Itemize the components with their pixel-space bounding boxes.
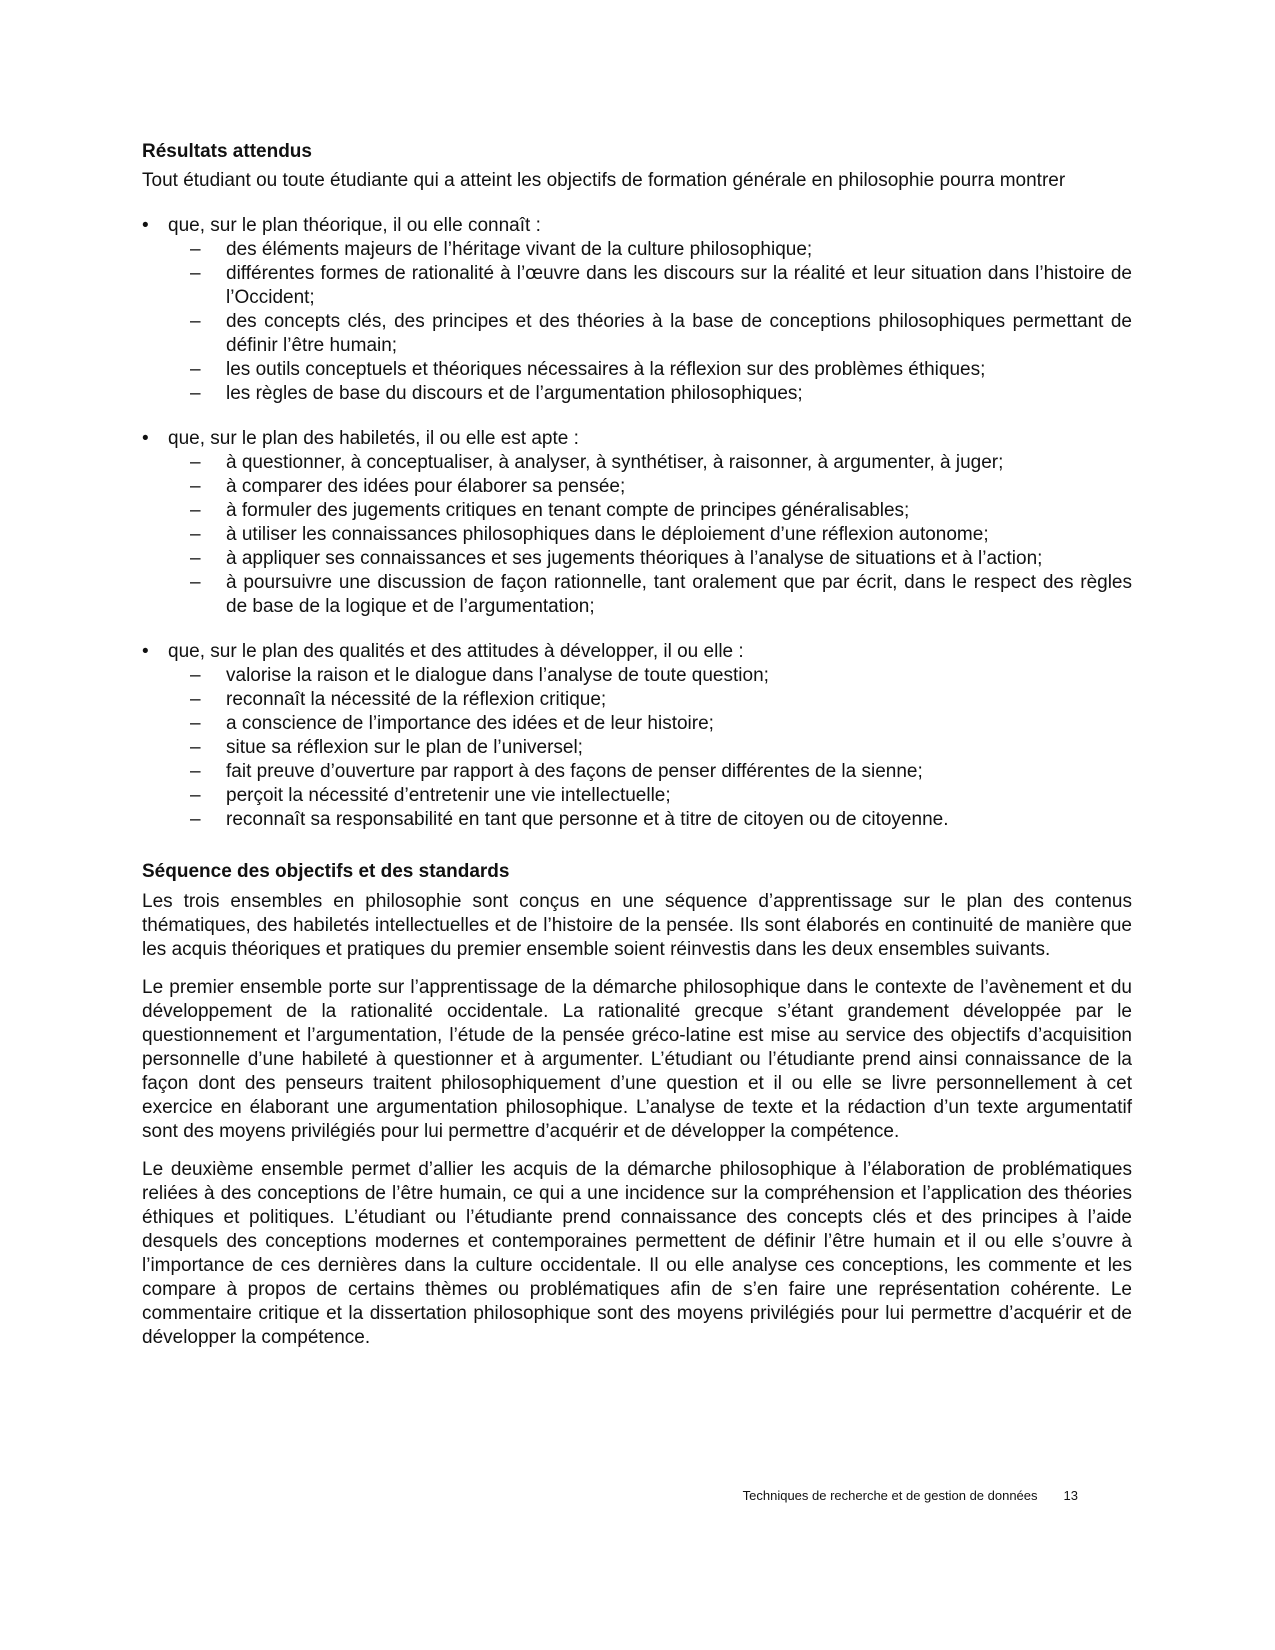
section-heading-sequence: Séquence des objectifs et des standards (142, 861, 510, 882)
dash-item-text: des éléments majeurs de l’héritage vivant de la culture philosophique; (226, 239, 813, 260)
body-paragraph: Les trois ensembles en philosophie sont conçus en une séquence d’apprentissage sur le plan des contenus thématiques, des habiletés intellectuelles et de l’histoire de la pensée. Ils sont élaborés en continuité de manière que les acquis théoriques et pratiques du premier ensemble soient réinvestis dans les deux ensembles suivants. (142, 891, 1132, 960)
dash-item-text: reconnaît la nécessité de la réflexion critique; (226, 689, 607, 710)
dash-marker-icon: – (190, 239, 201, 260)
dash-item (190, 475, 1132, 499)
section-heading-resultats: Résultats attendus (142, 141, 312, 162)
dash-item-text: à appliquer ses connaissances et ses jugements théoriques à l’analyse de situations et à l’action; (226, 548, 1043, 569)
bullet-lead-text: que, sur le plan théorique, il ou elle connaît : (168, 215, 541, 236)
dash-marker-icon: – (190, 452, 201, 473)
dash-item (190, 310, 1132, 358)
bullet-item (142, 214, 1132, 238)
dash-item-text: à formuler des jugements critiques en tenant compte de principes généralisables; (226, 500, 910, 521)
dash-marker-icon: – (190, 359, 201, 380)
intro-paragraph: Tout étudiant ou toute étudiante qui a atteint les objectifs de formation générale en philosophie pourra montrer (142, 170, 1066, 191)
bullet-marker-icon: • (142, 641, 149, 662)
dash-marker-icon: – (190, 311, 201, 332)
dash-item (190, 547, 1132, 571)
dash-item-text: reconnaît sa responsabilité en tant que personne et à titre de citoyen ou de citoyenne. (226, 809, 949, 830)
bullet-marker-icon: • (142, 215, 149, 236)
dash-item (190, 664, 1132, 688)
bullet-group-theorique (142, 214, 1132, 406)
dash-item (190, 571, 1132, 619)
dash-item (190, 736, 1132, 760)
dash-marker-icon: – (190, 476, 201, 497)
dash-item (190, 808, 1132, 832)
dash-marker-icon: – (190, 713, 201, 734)
dash-item (190, 499, 1132, 523)
dash-marker-icon: – (190, 809, 201, 830)
dash-item (190, 358, 1132, 382)
dash-item-text: des concepts clés, des principes et des théories à la base de conceptions philosophiques permettant de définir l’être humain; (226, 311, 1132, 356)
dash-item-text: différentes formes de rationalité à l’œuvre dans les discours sur la réalité et leur situation dans l’histoire de l’Occident; (226, 263, 1132, 308)
bullet-group-habiletes (142, 427, 1132, 619)
dash-item-text: les règles de base du discours et de l’argumentation philosophiques; (226, 383, 803, 404)
footer-page-number: 13 (1063, 1488, 1078, 1503)
dash-item-text: les outils conceptuels et théoriques nécessaires à la réflexion sur des problèmes éthiques; (226, 359, 986, 380)
dash-item (190, 262, 1132, 310)
bullet-lead-text: que, sur le plan des qualités et des attitudes à développer, il ou elle : (168, 641, 744, 662)
dash-item (190, 688, 1132, 712)
dash-item-text: à utiliser les connaissances philosophiques dans le déploiement d’une réflexion autonome; (226, 524, 989, 545)
body-paragraph: Le premier ensemble porte sur l’apprentissage de la démarche philosophique dans le contexte de l’avènement et du développement de la rationalité occidentale. La rationalité grecque s’étant grandement développée par le questionnement et l’argumentation, l’étude de la pensée gréco-latine est mise au service des objectifs d’acquisition personnelle d’une habileté à questionner et à argumenter. L’étudiant ou l’étudiante prend ainsi connaissance de la façon dont des penseurs traitent philosophiquement d’une question et il ou elle se livre personnellement à cet exercice en élaborant une argumentation philosophique. L’analyse de texte et la rédaction d’un texte argumentatif sont des moyens privilégiés pour lui permettre d’acquérir et de développer la compétence. (142, 977, 1132, 1142)
dash-marker-icon: – (190, 572, 201, 593)
dash-item (190, 382, 1132, 406)
bullet-item (142, 427, 1132, 451)
dash-marker-icon: – (190, 500, 201, 521)
dash-marker-icon: – (190, 689, 201, 710)
dash-item-text: valorise la raison et le dialogue dans l’analyse de toute question; (226, 665, 769, 686)
dash-marker-icon: – (190, 548, 201, 569)
body-paragraph: Le deuxième ensemble permet d’allier les acquis de la démarche philosophique à l’élaboration de problématiques reliées à des conceptions de l’être humain, ce qui a une incidence sur la compréhension et l’application des théories éthiques et politiques. L’étudiant ou l’étudiante prend connaissance des concepts clés et des principes à l’aide desquels des conceptions modernes et contemporaines permettent de définir l’être humain et il ou elle s’ouvre à l’importance de ces dernières dans la culture occidentale. Il ou elle analyse ces conceptions, les commente et les compare à propos de certains thèmes ou problématiques afin de s’en faire une représentation cohérente. Le commentaire critique et la dissertation philosophique sont des moyens privilégiés pour lui permettre d’acquérir et de développer la compétence. (142, 1159, 1132, 1348)
dash-marker-icon: – (190, 383, 201, 404)
bullet-item (142, 640, 1132, 664)
dash-item-text: à poursuivre une discussion de façon rationnelle, tant oralement que par écrit, dans le respect des règles de base de la logique et de l’argumentation; (226, 572, 1132, 617)
dash-item (190, 712, 1132, 736)
dash-marker-icon: – (190, 737, 201, 758)
dash-item-text: fait preuve d’ouverture par rapport à des façons de penser différentes de la sienne; (226, 761, 923, 782)
dash-item-text: à comparer des idées pour élaborer sa pensée; (226, 476, 626, 497)
footer-document-title: Techniques de recherche et de gestion de données (742, 1488, 1038, 1503)
dash-marker-icon: – (190, 524, 201, 545)
dash-item (190, 760, 1132, 784)
dash-item-text: perçoit la nécessité d’entretenir une vie intellectuelle; (226, 785, 671, 806)
dash-item (190, 238, 1132, 262)
dash-item-text: situe sa réflexion sur le plan de l’universel; (226, 737, 583, 758)
dash-item (190, 523, 1132, 547)
dash-item (190, 451, 1132, 475)
dash-item-text: a conscience de l’importance des idées et de leur histoire; (226, 713, 714, 734)
dash-marker-icon: – (190, 263, 201, 284)
dash-item-text: à questionner, à conceptualiser, à analyser, à synthétiser, à raisonner, à argumenter, à juger; (226, 452, 1004, 473)
dash-marker-icon: – (190, 785, 201, 806)
bullet-group-qualites (142, 640, 1132, 832)
document-content (142, 140, 1132, 1350)
dash-marker-icon: – (190, 665, 201, 686)
bullet-marker-icon: • (142, 428, 149, 449)
dash-item (190, 784, 1132, 808)
bullet-lead-text: que, sur le plan des habiletés, il ou elle est apte : (168, 428, 579, 449)
page-footer (142, 1488, 1078, 1504)
dash-marker-icon: – (190, 761, 201, 782)
